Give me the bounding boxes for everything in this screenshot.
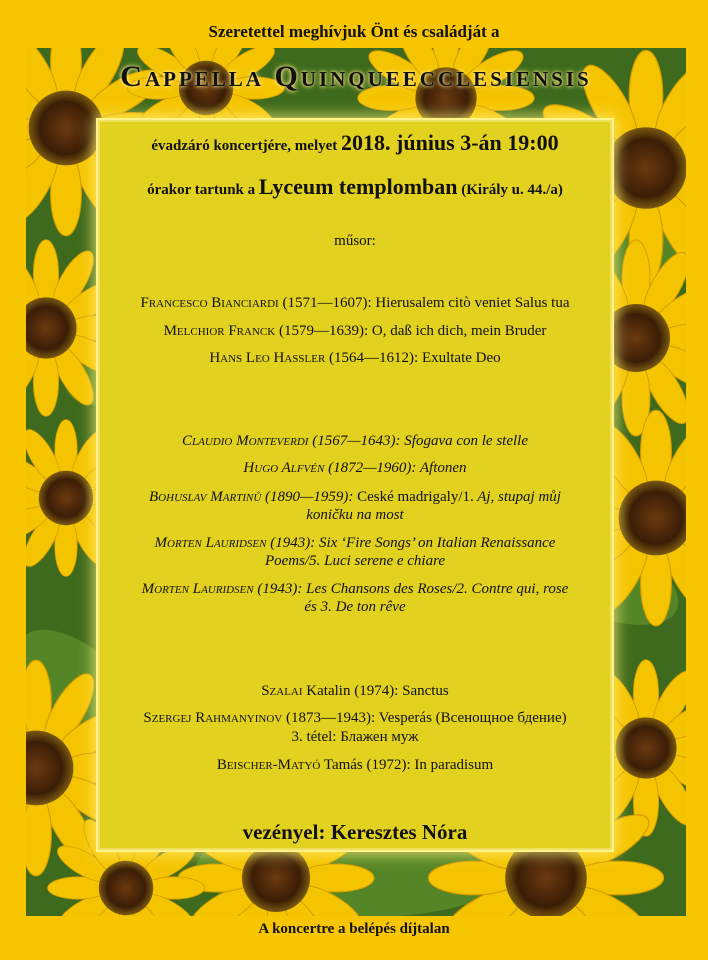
composer: Francesco Bianciardi (140, 295, 279, 311)
work: (1872—1960): Aftonen (324, 460, 467, 476)
program-item (100, 756, 610, 774)
work: Katalin (1974): Sanctus (302, 683, 449, 699)
program-item-continuation: és 3. De ton rêve (304, 599, 406, 615)
conductor-line: vezényel: Keresztes Nóra (242, 820, 468, 844)
event-intro: évadzáró koncertjére, melyet (151, 138, 338, 154)
work: (1943): Six ‘Fire Songs’ on Italian Renaissance (266, 535, 556, 551)
program-item-continuation: Poems/5. Luci serene e chiare (264, 553, 446, 569)
work: (1567—1643): Sfogava con le stelle (308, 433, 528, 449)
program-item-continuation: 3. tétel: Блажен муж (291, 729, 419, 745)
venue-name: Lyceum templomban (258, 174, 458, 199)
program-item (100, 349, 610, 367)
work: (1564—1612): Exultate Deo (325, 350, 501, 366)
event-date-line (100, 130, 610, 155)
work: (1571—1607): Hierusalem citò veniet Salus tua (278, 295, 570, 311)
program-item (100, 580, 610, 598)
work-subtitle: Aj, stupaj můj (473, 489, 561, 505)
program-label: műsor: (334, 233, 376, 249)
composer: Claudio Monteverdi (181, 433, 309, 449)
work: (1873—1943): Vesperás (Всенощное бдение) (282, 710, 567, 726)
program-item (100, 294, 610, 312)
work: (1943): Les Chansons des Roses/2. Contre qui, rose (253, 581, 569, 597)
program-item (100, 322, 610, 340)
program-item (100, 534, 610, 552)
admission-note: A koncertre a belépés díjtalan (258, 921, 450, 937)
invitation-line: Szeretettel meghívjuk Önt és családját a (208, 22, 500, 41)
event-venue-line (100, 174, 610, 199)
composer: Hans Leo Haßler (209, 350, 326, 366)
venue-intro: órakor tartunk a (147, 182, 256, 198)
program-item (100, 432, 610, 450)
work-years: (1890—1959): (261, 489, 354, 505)
program-item (100, 488, 610, 506)
composer: Beischer-Matyó (216, 757, 321, 773)
composer: Melchior Franck (163, 323, 276, 339)
event-date: 2018. június 3-án 19:00 (341, 130, 559, 155)
work: (1579—1639): O, daß ich dich, mein Bruder (275, 323, 547, 339)
concert-details-panel (98, 120, 612, 850)
program-item-continuation: koničku na most (306, 507, 404, 523)
work: Ceské madrigaly/1. (353, 489, 474, 505)
program-item (100, 459, 610, 477)
composer: Szergej Rahmanyinov (143, 710, 283, 726)
venue-address: (Király u. 44./a) (461, 182, 563, 198)
program-item (100, 682, 610, 700)
composer: Bohuslav Martinů (149, 489, 262, 505)
composer: Hugo Alfvén (243, 460, 325, 476)
composer: Szalai (261, 683, 303, 699)
program-item (100, 709, 610, 727)
choir-title: Cappella Quinqueecclesiensis (120, 60, 592, 93)
work: Tamás (1972): In paradisum (320, 757, 494, 773)
composer: Morten Lauridsen (141, 581, 254, 597)
composer: Morten Lauridsen (154, 535, 267, 551)
